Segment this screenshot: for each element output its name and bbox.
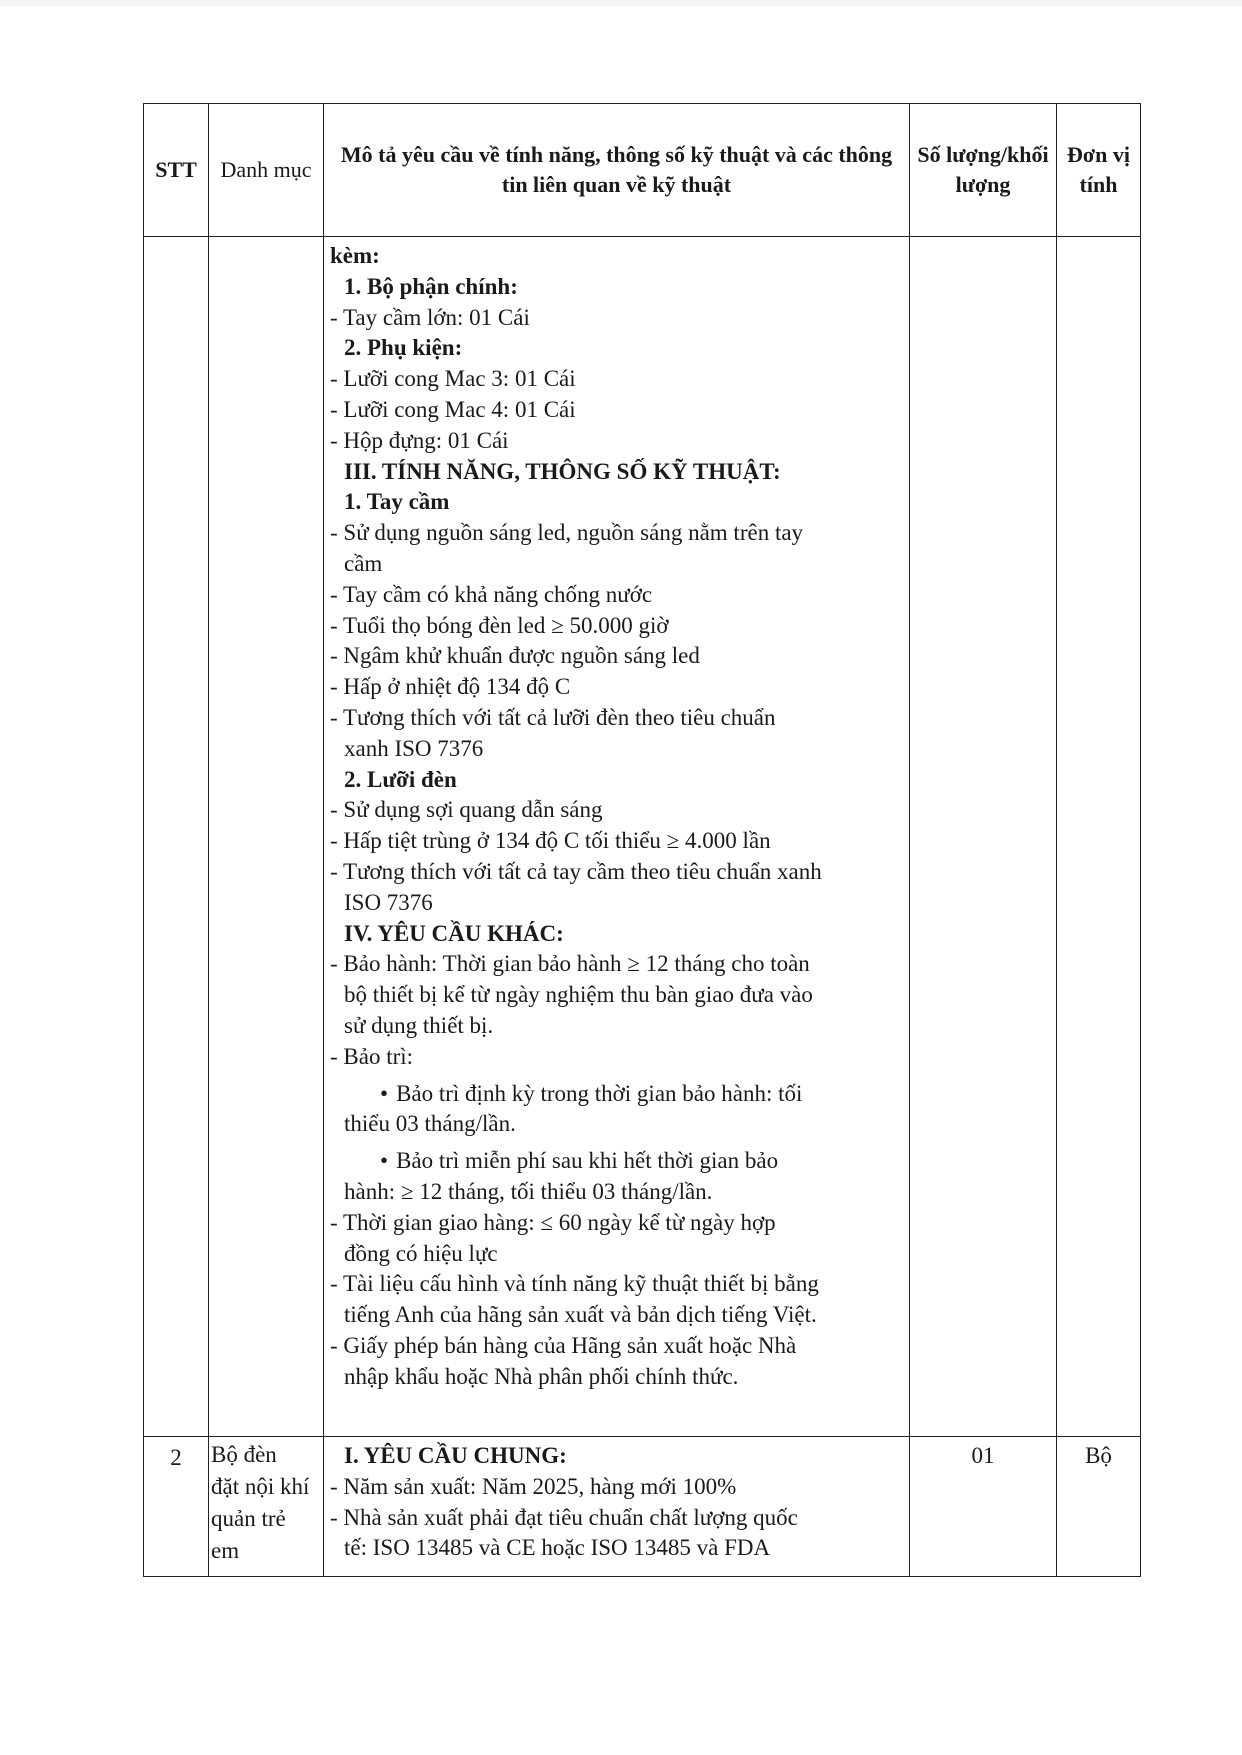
row1-category bbox=[209, 237, 324, 1437]
desc-line: - Ngâm khử khuẩn được nguồn sáng led bbox=[330, 643, 700, 669]
desc-subheading: 1. Tay cầm bbox=[344, 489, 450, 515]
desc-line: cầm bbox=[344, 550, 383, 576]
desc-line: - Bảo trì: bbox=[330, 1043, 414, 1069]
desc-line: hành: ≥ 12 tháng, tối thiểu 03 tháng/lần. bbox=[344, 1178, 713, 1204]
desc-line: - Tuổi thọ bóng đèn led ≥ 50.000 giờ bbox=[330, 612, 669, 638]
category-line: đặt nội khí bbox=[211, 1474, 310, 1499]
desc-line: - Tương thích với tất cả tay cầm theo tiêu chuẩn xanh bbox=[330, 858, 822, 884]
header-row bbox=[144, 104, 1141, 237]
desc-line: nhập khẩu hoặc Nhà phân phối chính thức. bbox=[344, 1363, 739, 1389]
desc-line: - Hấp tiệt trùng ở 134 độ C tối thiểu ≥ 4.000 lần bbox=[330, 828, 771, 854]
desc-section-heading: IV. YÊU CẦU KHÁC: bbox=[344, 920, 564, 946]
desc-bullet: • Bảo trì miễn phí sau khi hết thời gian bảo bbox=[330, 1146, 905, 1177]
desc-line: - Hộp đựng: 01 Cái bbox=[330, 427, 509, 453]
row2-category bbox=[209, 1437, 324, 1577]
desc-line: kèm: bbox=[330, 243, 380, 268]
desc-line: - Thời gian giao hàng: ≤ 60 ngày kể từ ngày hợp bbox=[330, 1209, 776, 1235]
desc-line: tiếng Anh của hãng sản xuất và bản dịch tiếng Việt. bbox=[344, 1302, 817, 1328]
header-quantity: Số lượng/khối lượng bbox=[910, 104, 1057, 237]
desc-line: tế: ISO 13485 và CE hoặc ISO 13485 và FDA bbox=[344, 1535, 771, 1561]
desc-line: sử dụng thiết bị. bbox=[344, 1012, 494, 1038]
row1-description bbox=[324, 237, 910, 1437]
desc-line: - Giấy phép bán hàng của Hãng sản xuất hoặc Nhà bbox=[330, 1332, 797, 1358]
desc-line: - Tài liệu cấu hình và tính năng kỹ thuật thiết bị bằng bbox=[330, 1271, 819, 1297]
category-line: quản trẻ bbox=[211, 1506, 286, 1531]
desc-line: thiểu 03 tháng/lần. bbox=[344, 1111, 516, 1137]
row1-unit bbox=[1057, 237, 1141, 1437]
desc-section-heading: I. YÊU CẦU CHUNG: bbox=[344, 1443, 567, 1468]
desc-line: xanh ISO 7376 bbox=[344, 735, 484, 761]
desc-subheading: 2. Phụ kiện: bbox=[344, 335, 463, 361]
desc-line: đồng có hiệu lực bbox=[344, 1240, 498, 1266]
desc-line: - Tay cầm lớn: 01 Cái bbox=[330, 304, 530, 330]
row2-stt: 2 bbox=[144, 1437, 209, 1577]
desc-line: bộ thiết bị kể từ ngày nghiệm thu bàn giao đưa vào bbox=[344, 982, 813, 1008]
desc-line: - Lưỡi cong Mac 3: 01 Cái bbox=[330, 366, 576, 392]
desc-section-heading: III. TÍNH NĂNG, THÔNG SỐ KỸ THUẬT: bbox=[344, 458, 781, 484]
desc-line: - Tay cầm có khả năng chống nước bbox=[330, 581, 653, 607]
row2-description bbox=[324, 1437, 910, 1577]
desc-line: - Năm sản xuất: Năm 2025, hàng mới 100% bbox=[330, 1473, 737, 1499]
row1-stt bbox=[144, 237, 209, 1437]
desc-subheading: 2. Lưỡi đèn bbox=[344, 766, 457, 792]
table-row bbox=[144, 1437, 1141, 1577]
category-line: Bộ đèn bbox=[211, 1442, 277, 1467]
header-unit: Đơn vị tính bbox=[1057, 104, 1141, 237]
desc-line: - Bảo hành: Thời gian bảo hành ≥ 12 tháng cho toàn bbox=[330, 951, 810, 977]
desc-line: - Sử dụng nguồn sáng led, nguồn sáng nằm trên tay bbox=[330, 520, 804, 546]
desc-line: - Sử dụng sợi quang dẫn sáng bbox=[330, 797, 603, 823]
table-row bbox=[144, 237, 1141, 1437]
desc-line: - Lưỡi cong Mac 4: 01 Cái bbox=[330, 396, 576, 422]
desc-bullet: • Bảo trì định kỳ trong thời gian bảo hành: tối bbox=[330, 1079, 905, 1110]
technical-spec-table bbox=[143, 103, 1141, 1577]
header-category: Danh mục bbox=[209, 104, 324, 237]
desc-line: - Tương thích với tất cả lưỡi đèn theo tiêu chuẩn bbox=[330, 704, 776, 730]
row2-unit: Bộ bbox=[1057, 1437, 1141, 1577]
header-description: Mô tả yêu cầu về tính năng, thông số kỹ thuật và các thông tin liên quan về kỹ thuật bbox=[324, 104, 910, 237]
desc-line: - Nhà sản xuất phải đạt tiêu chuẩn chất lượng quốc bbox=[330, 1504, 798, 1530]
desc-subheading: 1. Bộ phận chính: bbox=[344, 273, 518, 299]
header-stt: STT bbox=[144, 104, 209, 237]
desc-line: ISO 7376 bbox=[344, 889, 433, 915]
desc-line: - Hấp ở nhiệt độ 134 độ C bbox=[330, 674, 571, 700]
category-line: em bbox=[211, 1538, 240, 1563]
row1-quantity bbox=[910, 237, 1057, 1437]
scan-top-edge bbox=[0, 0, 1242, 6]
row2-quantity: 01 bbox=[910, 1437, 1057, 1577]
